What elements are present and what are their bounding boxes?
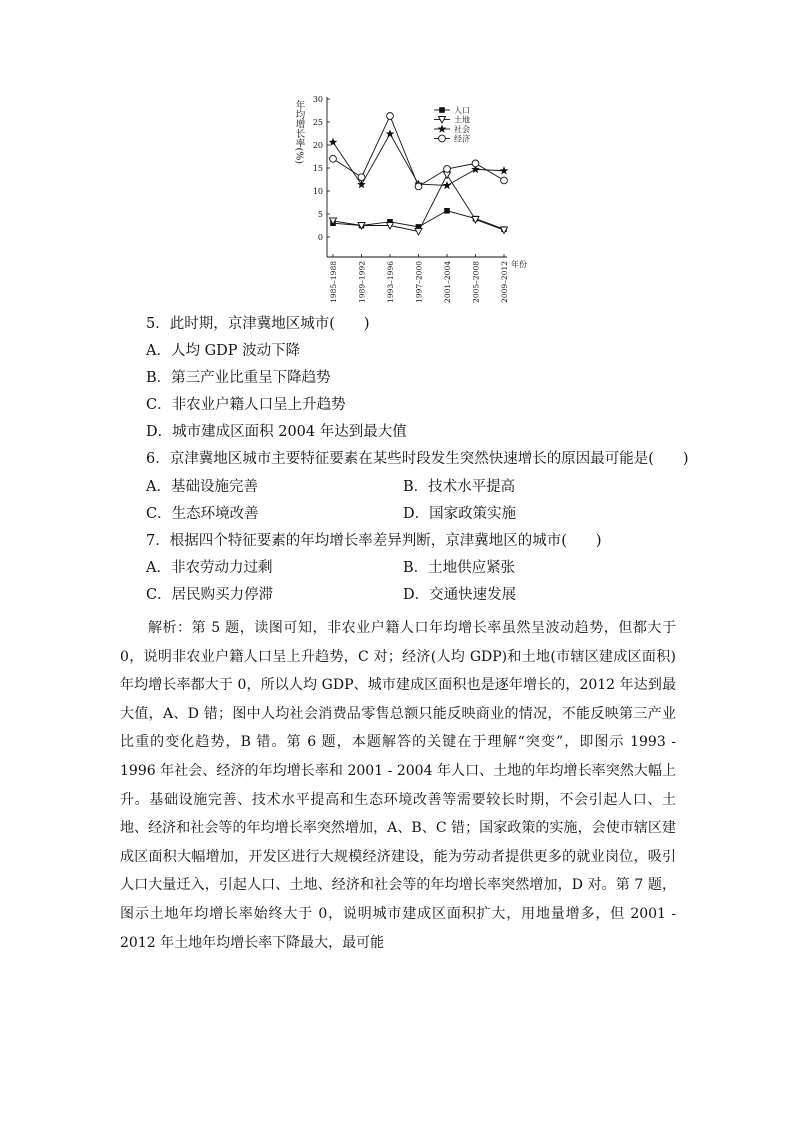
data-point [501, 177, 508, 184]
legend-marker [439, 107, 445, 113]
growth-rate-chart [285, 92, 545, 310]
y-tick-label: 0 [317, 233, 323, 242]
legend-label: 社会 [454, 125, 470, 134]
x-tick-label: 1985–1988 [329, 261, 338, 303]
series-社会 [329, 129, 509, 189]
x-tick-label: 2009–2012 [500, 261, 509, 303]
y-tick-label: 10 [312, 187, 323, 196]
data-point [386, 129, 395, 137]
data-point [330, 155, 337, 162]
y-axis-label: 年均增长率(%) [293, 100, 305, 164]
data-point [415, 183, 422, 190]
x-tick-label: 1997–2000 [414, 261, 424, 303]
x-tick-label: 1993–1996 [386, 261, 395, 303]
series-经济 [330, 113, 508, 190]
data-point [444, 166, 451, 173]
q7-option-c: C．居民购买力停滞 [146, 587, 274, 603]
data-point [472, 160, 479, 167]
question-7-stem: 7．根据四个特征要素的年均增长率差异判断，京津冀地区的城市( ) [146, 533, 602, 549]
y-tick-label: 15 [312, 164, 323, 173]
legend-marker [438, 124, 447, 132]
x-tick-label: 2001–2004 [443, 261, 452, 303]
data-point [387, 113, 394, 120]
q6-option-b: B．技术水平提高 [403, 479, 516, 495]
q6-option-a: A．基础设施完善 [146, 479, 258, 495]
data-point [444, 208, 450, 214]
legend-marker [439, 135, 446, 142]
q6-option-d: D．国家政策实施 [403, 506, 517, 522]
y-tick-label: 20 [312, 141, 323, 150]
y-tick-label: 30 [312, 95, 323, 104]
q5-option-b: B．第三产业比重呈下降趋势 [146, 370, 331, 386]
data-point [357, 180, 366, 188]
data-point [358, 174, 365, 181]
y-tick-label: 5 [317, 210, 323, 219]
y-tick-label: 25 [312, 118, 323, 127]
legend-label: 土地 [454, 115, 470, 125]
explanation-text: 解析：第 5 题，读图可知，非农业户籍人口年均增长率虽然呈波动趋势，但都大于 0，说明非农业户籍人口呈上升趋势，C 对；经济(人均 GDP)和土地(市辖区建成区面积)年均增长率都大于 0，所以人均 GDP、城市建成区面积也是逐年增长的，2012 年达到最大值，A、D 错；图中人均社会消费品零售总额只能反映商业的情况，不能反映第三产业比重的变化趋势，B 错。第 6 题，本题解答的关键在于理解“突变”，即图示 1993 - 1996 年社会、经济的年均增长率和 2001 - 2004 年人口、土地的年均增长率突然大幅上升。基础设施完善、技术水平提高和生态环境改善等需要较长时期，不会引起人口、土地、经济和社会等的年均增长率突然增加，A、B、C 错；国家政策的实施，会使市辖区建成区面积大幅增加，开发区进行大规模经济建设，能为劳动者提供更多的就业岗位，吸引人口大量迁入，引起人口、土地、经济和社会等的年均增长率突然增加，D 对。第 7 题，图示土地年均增长率始终大于 0，说明城市建成区面积扩大，用地量增多，但 2001 - 2012 年土地年均增长率下降最大，最可能 [120, 620, 676, 951]
q6-option-c: C．生态环境改善 [146, 506, 259, 522]
question-6-stem: 6．京津冀地区城市主要特征要素在某些时段发生突然快速增长的原因最可能是( ) [146, 451, 689, 467]
q5-option-c: C．非农业户籍人口呈上升趋势 [146, 397, 346, 413]
q7-option-b: B．土地供应紧张 [403, 560, 516, 576]
q7-option-d: D．交通快速发展 [403, 587, 517, 603]
explanation [120, 614, 676, 957]
data-point [500, 166, 509, 174]
legend-label: 人口 [454, 106, 470, 115]
q5-option-d: D．城市建成区面积 2004 年达到最大值 [146, 424, 407, 440]
q5-option-a: A．人均 GDP 波动下降 [146, 343, 301, 359]
data-point [444, 172, 451, 179]
legend-label: 经济 [454, 134, 470, 144]
x-tick-label: 1989–1992 [357, 261, 367, 303]
x-tick-label: 2005–2008 [471, 261, 481, 303]
data-point [415, 228, 422, 235]
q7-option-a: A．非农劳动力过剩 [146, 560, 273, 576]
question-5-stem: 5．此时期，京津冀地区城市( ) [146, 316, 370, 332]
x-axis-label: 年份 [511, 260, 527, 269]
data-point [443, 181, 452, 189]
